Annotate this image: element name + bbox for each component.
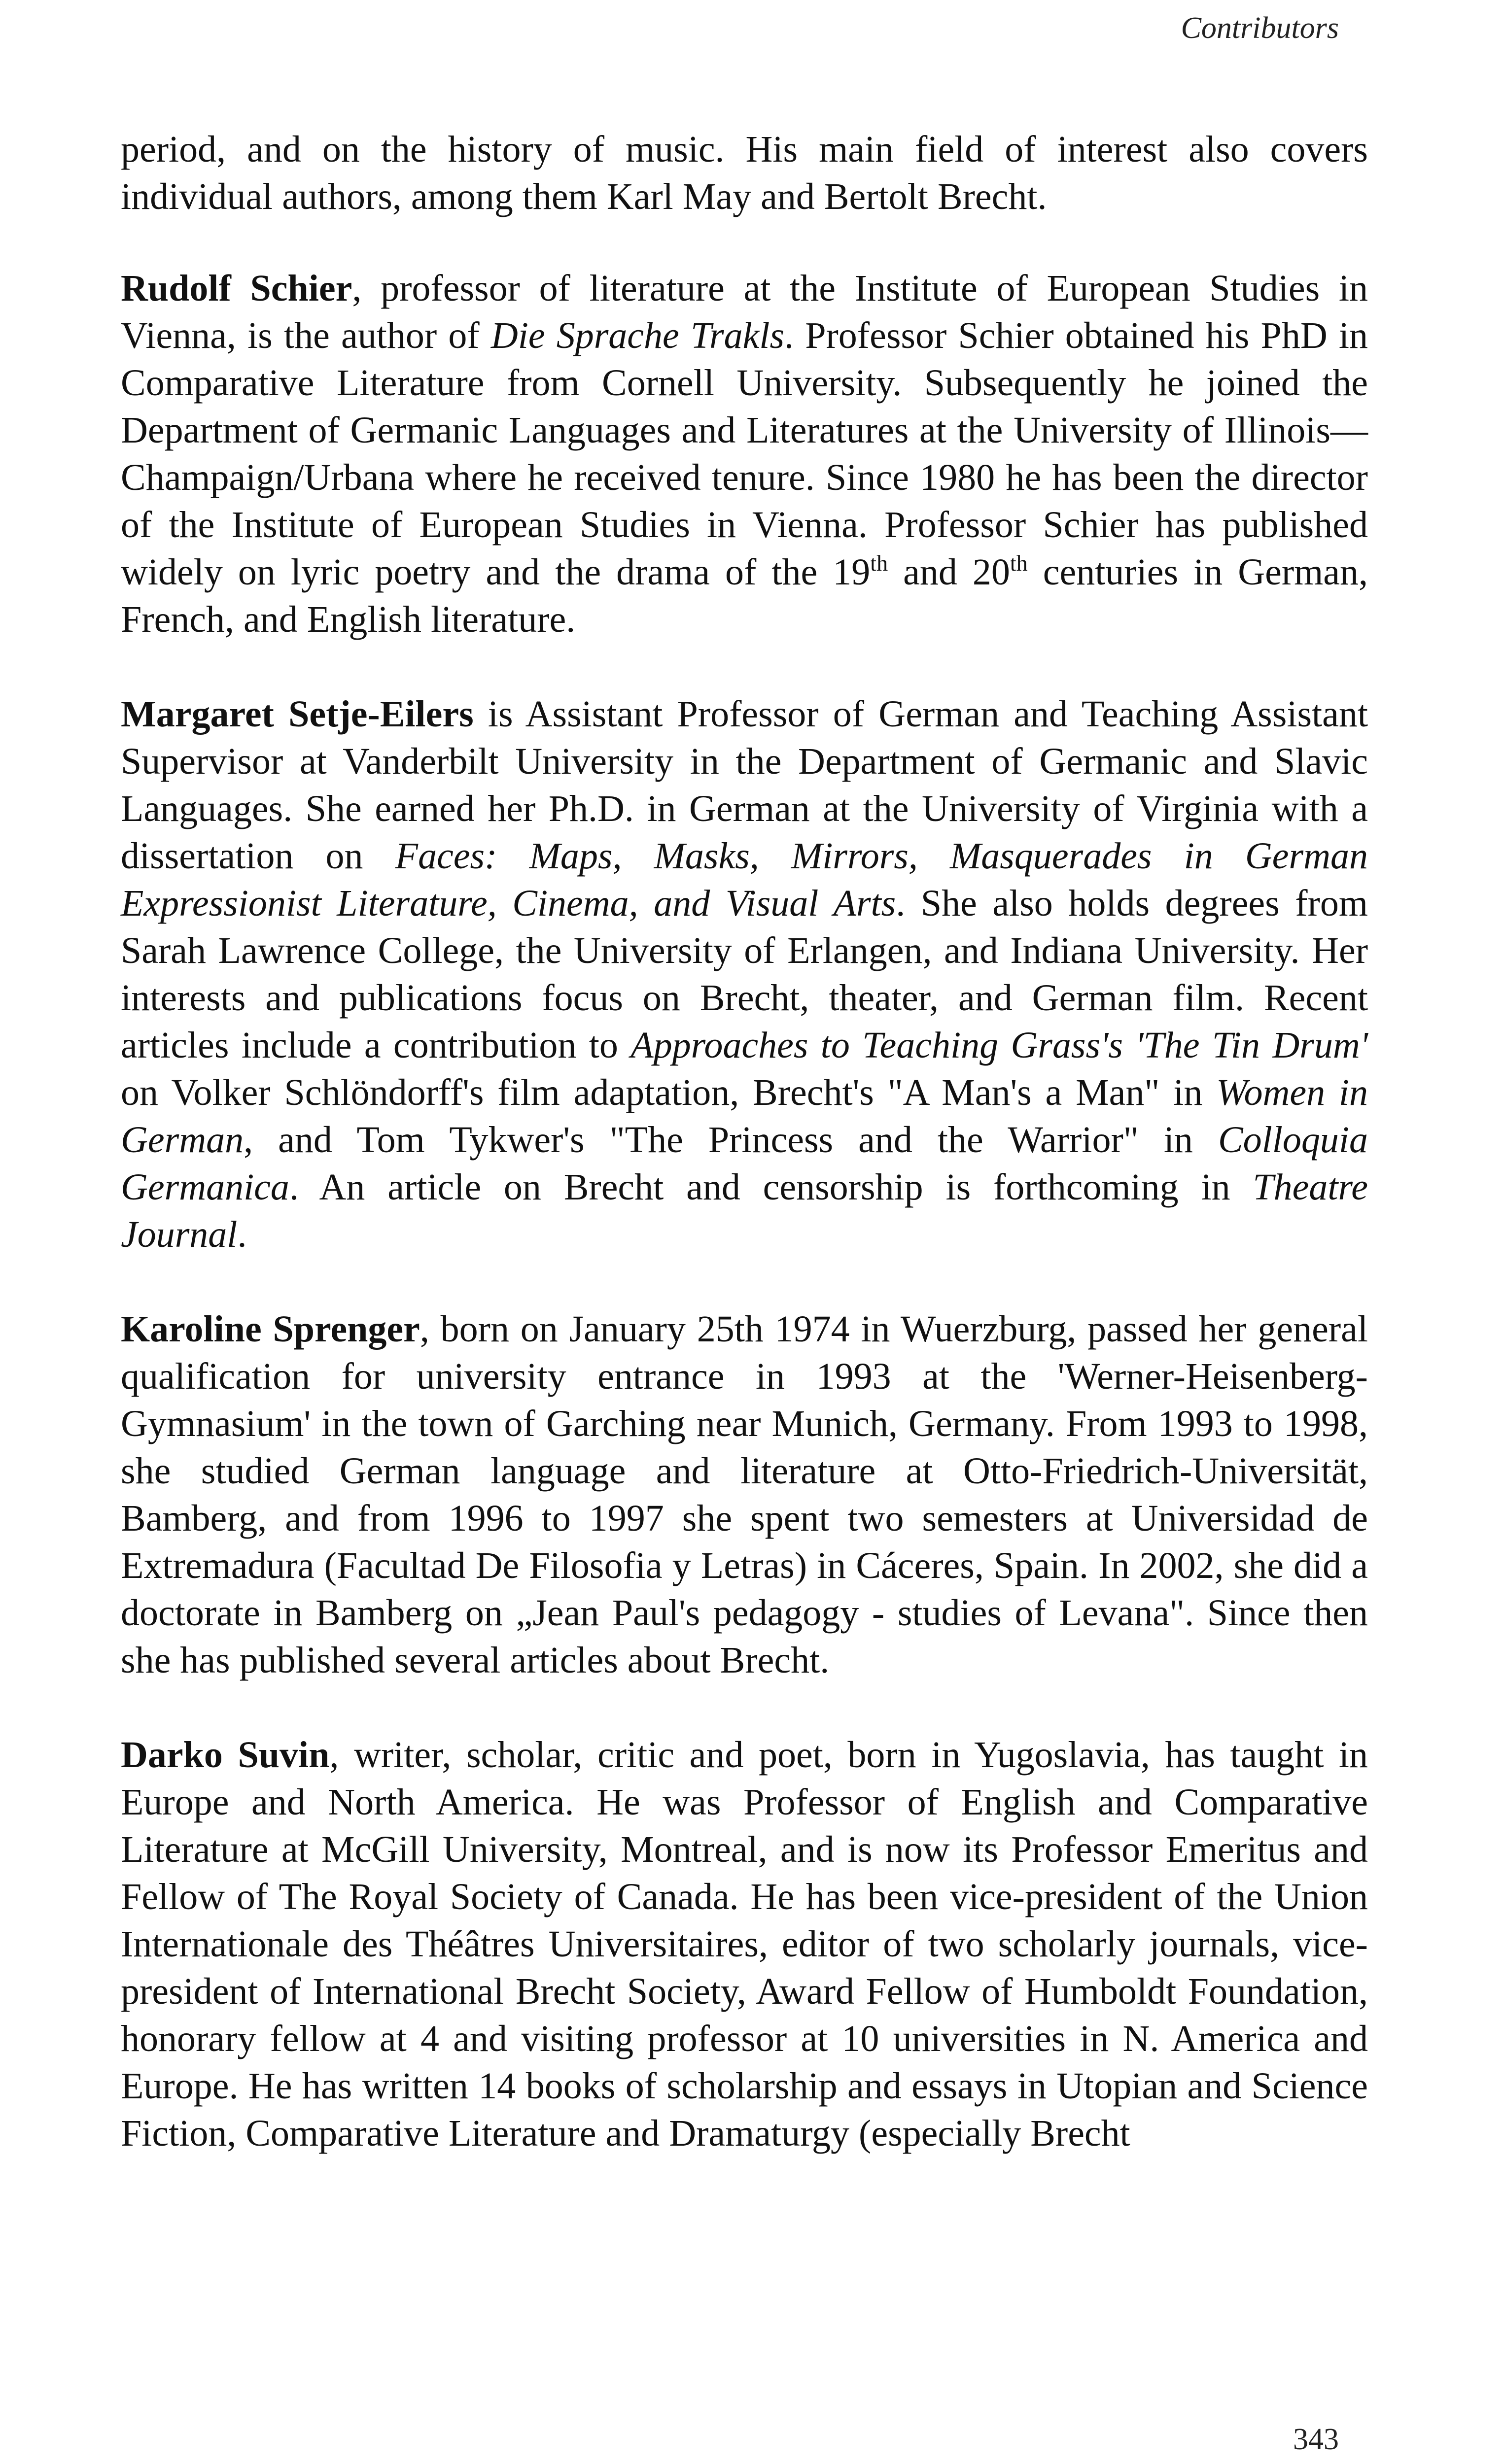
publication-title: Women in German [121, 1072, 1368, 1161]
bio-text: . [237, 1214, 247, 1255]
publication-title: Approaches to Teaching Grass's 'The Tin Drum' [630, 1025, 1368, 1066]
bio-text: and 20 [888, 551, 1010, 593]
contributors-text [121, 126, 1368, 2204]
contributor-name: Darko Suvin [121, 1734, 330, 1776]
paragraph-continued [121, 126, 1368, 220]
bio-text: , and Tom Tykwer's "The Princess and the Warrior" in [244, 1119, 1218, 1161]
bio-karoline-sprenger [121, 1305, 1368, 1684]
bio-text: , born on January 25th 1974 in Wuerzburg, passed her general qualification for university entrance in 1993 at the 'Werner-Heisenberg-Gymnasium' in the town of Garching near Munich, Germany. From 1993 to 1998, she studied German language and literature at Otto-Friedrich-Universität, Bamberg, and from 1996 to 1997 she spent two semesters at Universidad de Extremadura (Facultad De Filosofia y Letras) in Cáceres, Spain. In 2002, she did a doctorate in Bamberg on „Jean Paul's pedagogy - studies of Levana". Since then she has published several articles about Brecht. [121, 1308, 1368, 1681]
bio-text: . An article on Brecht and censorship is forthcoming in [289, 1166, 1253, 1208]
bio-text: on Volker Schlöndorff's film adaptation, Brecht's "A Man's a Man" in [121, 1072, 1217, 1113]
contributor-name: Rudolf Schier [121, 268, 352, 309]
dissertation-title: Faces: Maps, Masks, Mirrors, Masquerades in German Expressionist Literature, Cinema, and Visual Arts [121, 835, 1368, 924]
bio-margaret-setje-eilers [121, 690, 1368, 1258]
contributor-name: Margaret Setje-Eilers [121, 693, 474, 735]
book-title: Die Sprache Trakls [490, 315, 785, 356]
bio-text: , professor of literature at the Institute of European Studies in Vienna, is the author of [121, 268, 1368, 356]
running-head: Contributors [1181, 11, 1339, 45]
bio-text: is Assistant Professor of German and Teaching Assistant Supervisor at Vanderbilt University in the Department of Germanic and Slavic Languages. She earned her Ph.D. in German at the University of Virginia with a dissertation on [121, 693, 1368, 877]
bio-darko-suvin [121, 1731, 1368, 2157]
bio-text: . Professor Schier obtained his PhD in Comparative Literature from Cornell University. Subsequently he joined the Department of Germanic Languages and Literatures at the University of Illinois—Champaign/Urbana where he received tenure. Since 1980 he has been the director of the Institute of European Studies in Vienna. Professor Schier has published widely on lyric poetry and the drama of the 19 [121, 315, 1368, 593]
bio-rudolf-schier [121, 265, 1368, 643]
contributor-name: Karoline Sprenger [121, 1308, 420, 1350]
ordinal-suffix: th [870, 550, 888, 576]
publication-title: Colloquia Germanica [121, 1119, 1368, 1208]
page-number: 343 [1293, 2423, 1339, 2456]
paragraph-text: period, and on the history of music. His main field of interest also covers individual authors, among them Karl May and Bertolt Brecht. [121, 129, 1368, 217]
ordinal-suffix: th [1010, 550, 1028, 576]
bio-text: . She also holds degrees from Sarah Lawrence College, the University of Erlangen, and Indiana University. Her interests and publications focus on Brecht, theater, and German film. Recent articles include a contribution to [121, 883, 1368, 1066]
publication-title: Theatre Journal [121, 1166, 1368, 1255]
bio-text: centuries in German, French, and English literature. [121, 551, 1368, 640]
bio-text: , writer, scholar, critic and poet, born in Yugoslavia, has taught in Europe and North America. He was Professor of English and Comparative Literature at McGill University, Montreal, and is now its Professor Emeritus and Fellow of The Royal Society of Canada. He has been vice-president of the Union Internationale des Théâtres Universitaires, editor of two scholarly journals, vice-president of International Brecht Society, Award Fellow of Humboldt Foundation, honorary fellow at 4 and visiting professor at 10 universities in N. America and Europe. He has written 14 books of scholarship and essays in Utopian and Science Fiction, Comparative Literature and Dramaturgy (especially Brecht [121, 1734, 1368, 2154]
